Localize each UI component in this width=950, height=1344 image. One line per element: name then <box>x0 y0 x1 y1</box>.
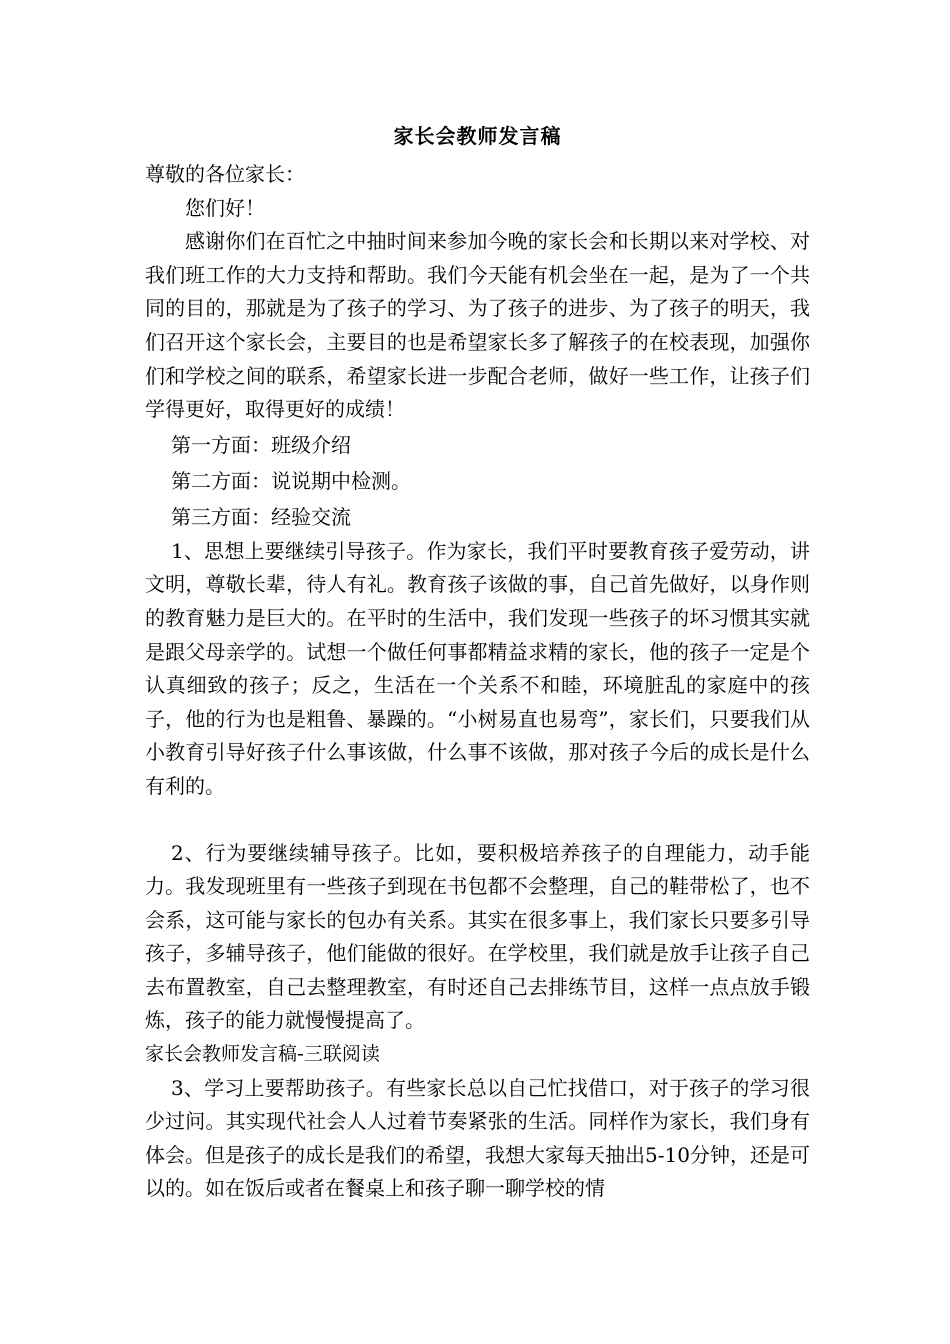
greeting: 尊敬的各位家长： <box>145 162 305 186</box>
point-1-paragraph: 1、思想上要继续引导孩子。作为家长，我们平时要教育孩子爱劳动，讲文明，尊敬长辈，待人有礼。教育孩子该做的事，自己首先做好，以身作则的教育魅力是巨大的。在平时的生活中，我们发现一些孩子的坏习惯其实就是跟父母亲学的。试想一个做任何事都精益求精的家长，他的孩子一定是个认真细致的孩子；反之，生活在一个关系不和睦，环境脏乱的家庭中的孩子，他的行为也是粗鲁、暴躁的。“小树易直也易弯”，家长们，只要我们从小教育引导好孩子什么事该做，什么事不该做，那对孩子今后的成长是什么有利的。 <box>145 538 810 798</box>
point-3-paragraph: 3、学习上要帮助孩子。有些家长总以自己忙找借口，对于孩子的学习很少过问。其实现代社会人人过着节奏紧张的生活。同样作为家长，我们身有体会。但是孩子的成长是我们的希望，我想大家每天抽出5-10分钟，还是可以的。如在饭后或者在餐桌上和孩子聊一聊学校的情 <box>145 1075 810 1201</box>
document-title: 家长会教师发言稿 <box>393 124 562 148</box>
section-heading-3: 第三方面：经验交流 <box>171 504 351 529</box>
section-heading-1: 第一方面：班级介绍 <box>171 432 351 457</box>
intro-paragraph: 感谢你们在百忙之中抽时间来参加今晚的家长会和长期以来对学校、对我们班工作的大力支持和帮助。我们今天能有机会坐在一起，是为了一个共同的目的，那就是为了孩子的学习、为了孩子的进步、为了孩子的明天，我们召开这个家长会，主要目的也是希望家长多了解孩子的在校表现，加强你们和学校之间的联系，希望家长进一步配合老师，做好一些工作，让孩子们学得更好，取得更好的成绩！ <box>145 229 810 422</box>
section-heading-2: 第二方面：说说期中检测。 <box>171 468 411 493</box>
paragraph-gap <box>145 804 810 837</box>
document-page <box>145 118 810 1206</box>
point-2-paragraph: 2、行为要继续辅导孩子。比如，要积极培养孩子的自理能力，动手能力。我发现班里有一些孩子到现在书包都不会整理，自己的鞋带松了，也不会系，这可能与家长的包办有关系。其实在很多事上，我们家长只要多引导孩子，多辅导孩子，他们能做的很好。在学校里，我们就是放手让孩子自己去布置教室，自己去整理教室，有时还自己去排练节目，这样一点点放手锻炼，孩子的能力就慢慢提高了。 <box>145 840 810 1033</box>
salutation: 您们好！ <box>185 195 265 220</box>
related-reading-link[interactable]: 家长会教师发言稿-三联阅读 <box>145 1043 380 1066</box>
